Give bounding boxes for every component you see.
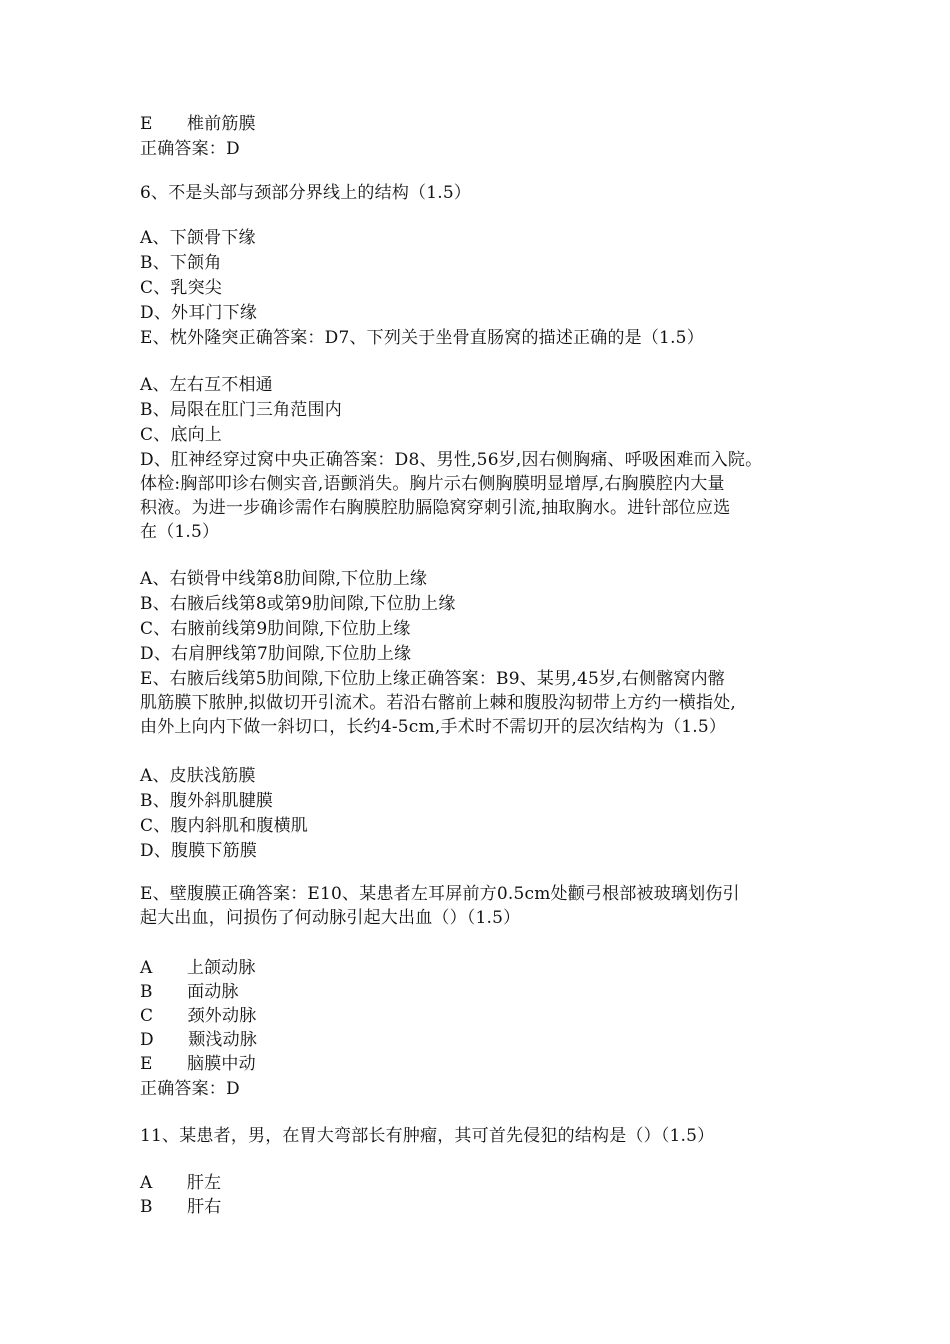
question-9-line-3: 由外上向内下做一斜切口，长约4-5cm,手术时不需切开的层次结构为（1.5）: [140, 717, 727, 737]
q8-option-d: D、右肩胛线第7肋间隙,下位肋上缘: [140, 644, 412, 664]
q10-option-c: C 颈外动脉: [140, 1006, 257, 1026]
q11-option-b: B 肝右: [140, 1197, 222, 1217]
q10-option-a: A 上颌动脉: [140, 958, 256, 978]
q9-option-d: D、腹膜下筋膜: [140, 841, 258, 861]
question-8-line-4: 在（1.5）: [140, 522, 220, 542]
q7-option-d-and-question-8: D、肛神经穿过窝中央正确答案：D8、男性,56岁,因右侧胸痛、呼吸困难而入院。: [140, 450, 763, 470]
q9-option-c: C、腹内斜肌和腹横肌: [140, 816, 309, 836]
option-e-prevertebral-fascia: E 椎前筋膜: [140, 114, 256, 134]
q7-option-a: A、左右互不相通: [140, 375, 273, 395]
question-8-line-2: 体检:胸部叩诊右侧实音,语颤消失。胸片示右侧胸膜明显增厚,右胸膜腔内大量: [140, 474, 725, 494]
answer-q10: 正确答案：D: [140, 1079, 240, 1099]
q9-option-b: B、腹外斜肌腱膜: [140, 791, 274, 811]
q8-option-a: A、右锁骨中线第8肋间隙,下位肋上缘: [140, 569, 428, 589]
q6-option-c: C、乳突尖: [140, 278, 223, 298]
q7-option-c: C、底向上: [140, 425, 223, 445]
q9-option-e-and-question-10: E、壁腹膜正确答案：E10、某患者左耳屏前方0.5cm处颧弓根部被玻璃划伤引: [140, 884, 740, 904]
answer-q5: 正确答案：D: [140, 139, 240, 159]
q11-option-a: A 肝左: [140, 1173, 222, 1193]
q6-option-e-and-question-7: E、枕外隆突正确答案：D7、下列关于坐骨直肠窝的描述正确的是（1.5）: [140, 328, 704, 348]
q10-option-d: D 颞浅动脉: [140, 1030, 258, 1050]
q10-option-e: E 脑膜中动: [140, 1054, 256, 1074]
q8-option-b: B、右腋后线第8或第9肋间隙,下位肋上缘: [140, 594, 456, 614]
q10-option-b: B 面动脉: [140, 982, 239, 1002]
question-11: 11、某患者，男，在胃大弯部长有肿瘤，其可首先侵犯的结构是（）（1.5）: [140, 1126, 715, 1146]
question-9-line-2: 肌筋膜下脓肿,拟做切开引流术。若沿右髂前上棘和腹股沟韧带上方约一横指处,: [140, 693, 737, 713]
q8-option-c: C、右腋前线第9肋间隙,下位肋上缘: [140, 619, 411, 639]
q6-option-d: D、外耳门下缘: [140, 303, 258, 323]
q6-option-b: B、下颌角: [140, 253, 222, 273]
q7-option-b: B、局限在肛门三角范围内: [140, 400, 342, 420]
question-10-line-2: 起大出血，问损伤了何动脉引起大出血（）（1.5）: [140, 908, 521, 928]
q8-option-e-and-question-9: E、右腋后线第5肋间隙,下位肋上缘正确答案：B9、某男,45岁,右侧髂窝内髂: [140, 669, 725, 689]
q6-option-a: A、下颌骨下缘: [140, 228, 256, 248]
q9-option-a: A、皮肤浅筋膜: [140, 766, 256, 786]
question-8-line-3: 积液。为进一步确诊需作右胸膜腔肋膈隐窝穿刺引流,抽取胸水。进针部位应选: [140, 498, 731, 518]
question-6: 6、不是头部与颈部分界线上的结构（1.5）: [140, 183, 472, 203]
